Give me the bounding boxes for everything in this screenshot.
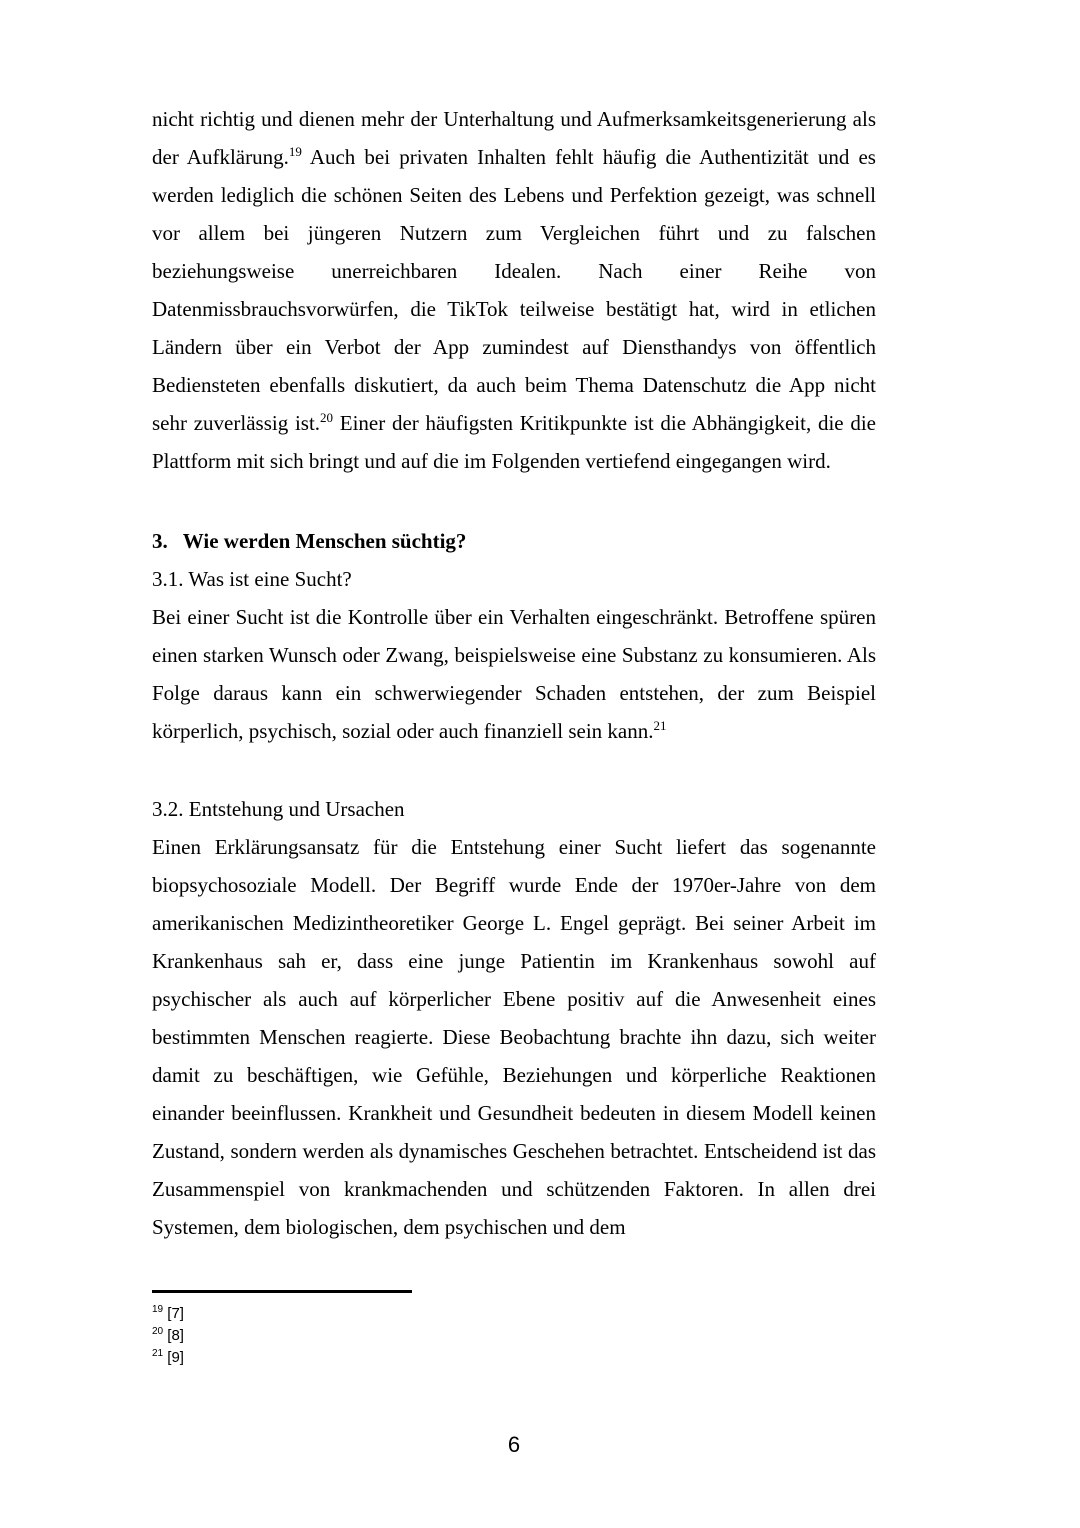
paragraph-tiktok-criticism — [152, 100, 876, 480]
footnote: $^{20}$ [8] — [152, 1326, 184, 1344]
footnote-separator-rule — [152, 1290, 412, 1293]
footnote-marker: 19 — [152, 1304, 164, 1315]
heading-text: Wie werden Menschen süchtig? — [182, 529, 467, 553]
text-run: Einen Erklärungsansatz für die Entstehung einer Sucht liefert das sogenannte biopsychosoziale Modell. Der Begriff wurde Ende der 1970er-Jahre von dem amerikanischen Medizintheoretiker George L. Engel geprägt. Bei seiner Arbeit im Krankenhaus sah er, dass eine junge Patientin im Krankenhaus sowohl auf psychischer als auch auf körperlicher Ebene positiv auf die Anwesenheit eines bestimmten Menschen reagierte. Diese Beobachtung brachte ihn dazu, sich weiter damit zu beschäftigen, wie Gefühle, Beziehungen und körperliche Reaktionen einander beeinflussen. Krankheit und Gesundheit bedeuten in diesem Modell keinen Zustand, sondern werden als dynamisches Geschehen betrachtet. Entscheidend ist das Zusammenspiel von krankmachenden und schützenden Faktoren. In allen drei Systemen, dem biologischen, dem psychischen und dem — [152, 835, 876, 1239]
text-run: Einer der häufigsten Kritikpunkte ist die Abhängigkeit, die die Plattform mit sich bringt und auf die im Folgenden vertiefend eingegangen wird. — [152, 411, 876, 473]
document-body — [152, 100, 876, 1246]
footnote-reference: 19 — [288, 144, 302, 159]
footnotes-section — [152, 1290, 876, 1369]
footnote-marker: 21 — [152, 1348, 164, 1359]
footnote-reference: 21 — [653, 718, 667, 733]
footnote: $^{19}$ [7] — [152, 1304, 184, 1322]
footnote: $^{21}$ [9] — [152, 1348, 184, 1366]
page-number: 6 — [507, 1432, 521, 1457]
text-run: Bei einer Sucht ist die Kontrolle über ein Verhalten eingeschränkt. Betroffene spüren einen starken Wunsch oder Zwang, beispielsweise eine Substanz zu konsumieren. Als Folge daraus kann ein schwerwiegender Schaden entstehen, der zum Beispiel körperlich, psychisch, sozial oder auch finanziell sein kann. — [152, 605, 876, 743]
heading-number: 3. — [152, 529, 168, 553]
footnotes-list — [152, 1303, 876, 1369]
subsection-heading-3-1: 3.1. Was ist eine Sucht? — [152, 567, 352, 591]
paragraph-sucht-definition — [152, 598, 876, 750]
footnote-reference: 20 — [320, 410, 334, 425]
text-run: nicht richtig und dienen mehr der Unterhaltung und Aufmerksamkeitsgenerierung als der Aufklärung. — [152, 107, 876, 169]
footnote-marker: 20 — [152, 1326, 164, 1337]
subsection-heading-3-2: 3.2. Entstehung und Ursachen — [152, 797, 405, 821]
section-heading-3 — [152, 522, 876, 560]
text-run: Auch bei privaten Inhalten fehlt häufig die Authentizität und es werden lediglich die schönen Seiten des Lebens und Perfektion gezeigt, was schnell vor allem bei jüngeren Nutzern zum Vergleichen führt und zu falschen beziehungsweise unerreichbaren Idealen. Nach einer Reihe von Datenmissbrauchsvorwürfen, die TikTok teilweise bestätigt hat, wird in etlichen Ländern über ein Verbot der App zumindest auf Diensthandys von öffentlich Bediensteten ebenfalls diskutiert, da auch beim Thema Datenschutz die App nicht sehr zuverlässig ist. — [152, 145, 876, 435]
paragraph-biopsychosoziales-modell — [152, 828, 876, 1246]
